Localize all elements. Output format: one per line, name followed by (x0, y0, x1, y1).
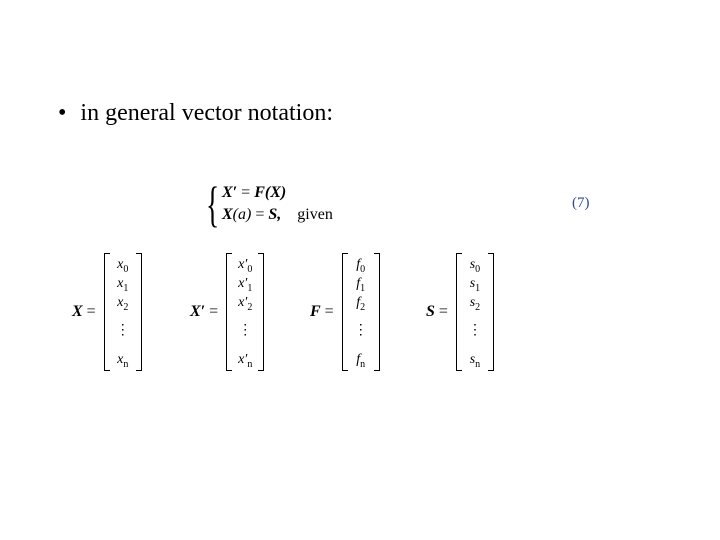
vector-s-matrix: $s_0$ $s_1$ $s_2$ ⋮ $s_n$ (456, 253, 494, 371)
vector-x-prime: X′ = $x'_0$ $x'_1$ $x'_2$ ⋮ $x'_n$ (190, 254, 264, 370)
vector-f-matrix: $f_0$ $f_1$ $f_2$ ⋮ $f_n$ (342, 253, 380, 371)
equation-1: X′ = F(X) (222, 184, 287, 201)
bullet-item (58, 100, 333, 127)
vector-s: S = $s_0$ $s_1$ $s_2$ ⋮ $s_n$ (426, 254, 494, 370)
equation-number: (7) (572, 195, 590, 211)
vector-x-matrix: $x_0$ $x_1$ $x_2$ ⋮ $x_n$ (104, 253, 142, 371)
equation-system (206, 176, 333, 232)
bullet-dot: • (58, 100, 67, 126)
vector-x: X = $x_0$ $x_1$ $x_2$ ⋮ $x_n$ (72, 254, 142, 370)
vector-f: F = $f_0$ $f_1$ $f_2$ ⋮ $f_n$ (310, 254, 380, 370)
left-brace: { (206, 176, 220, 232)
vector-x-prime-matrix: $x'_0$ $x'_1$ $x'_2$ ⋮ $x'_n$ (226, 253, 264, 371)
bullet-text: in general vector notation: (80, 100, 333, 126)
equation-2: X(a) = S, given (222, 206, 333, 223)
